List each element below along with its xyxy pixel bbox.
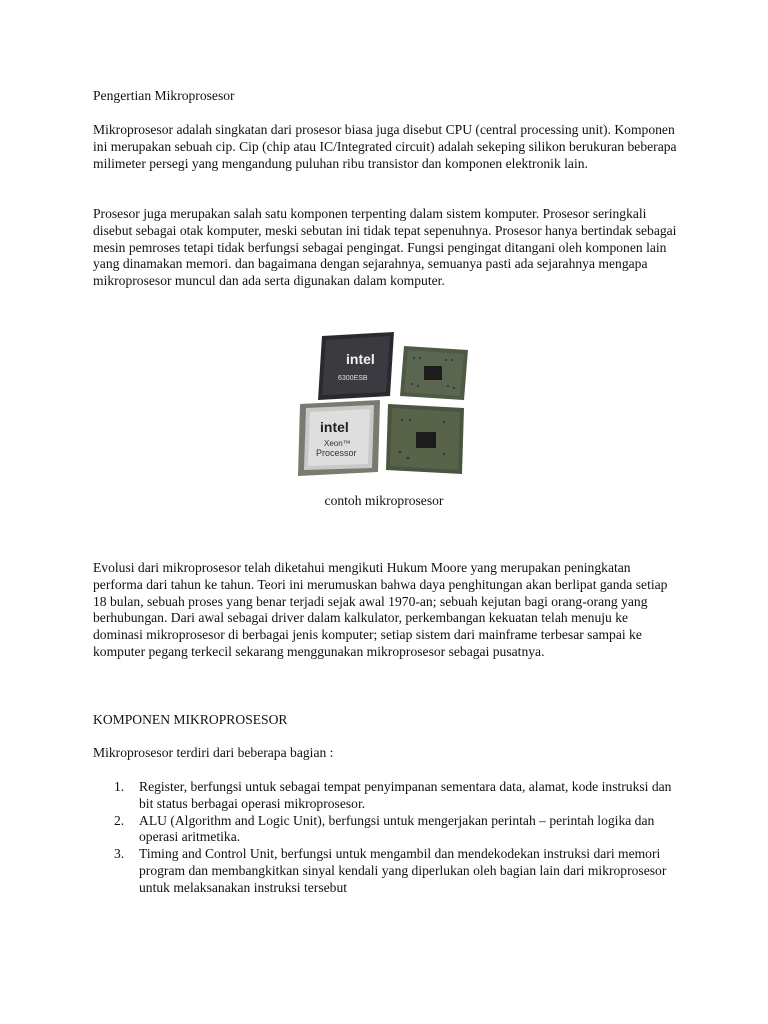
bga-chip-2-image	[384, 402, 468, 476]
page-title: Pengertian Mikroprosesor	[93, 88, 235, 103]
paragraph-definition: Mikroprosesor adalah singkatan dari prosesor biasa juga disebut CPU (central processing unit). Komponen ini merupakan sebuah cip. Cip (chip atau IC/Integrated circuit) adalah sekeping silikon berukuran beberapa milimeter persegi yang mengandung puluhan ribu transistor dan komponen elektronik lain.	[93, 122, 677, 171]
xeon-chip-image	[296, 398, 384, 478]
section-intro: Mikroprosesor terdiri dari beberapa bagian :	[93, 745, 334, 760]
paragraph-processor-role: Prosesor juga merupakan salah satu komponen terpenting dalam sistem komputer. Prosesor seringkali disebut sebagai otak komputer, meski sebutan ini tidak tepat sepenuhnya. Prosesor hanya bertindak sebagai mesin pemroses tetapi tidak berfungsi sebagai pengingat. Fungsi pengingat ditangani oleh komponen lain yang dinamakan memori. dan bagaimana dengan sejarahnya, semuanya pasti ada sejarahnya mengapa mikroprosesor muncul dan ada serta digunakan dalam komputer.	[93, 206, 677, 289]
chip2-line1-text: Xeon™	[324, 439, 351, 448]
list-text: ALU (Algorithm and Logic Unit), berfungsi untuk mengerjakan perintah – perintah logika dan operasi aritmetika.	[139, 812, 655, 845]
list-text: Register, berfungsi untuk sebagai tempat penyimpanan sementara data, alamat, kode instruksi dan bit status berbagai operasi mikroprosesor.	[139, 779, 672, 811]
figure-caption: contoh mikroprosesor	[324, 493, 444, 508]
chip1-brand-text: intel	[346, 351, 375, 367]
microprocessor-figure	[292, 326, 477, 478]
component-list	[114, 779, 674, 897]
section-heading: KOMPONEN MIKROPROSESOR	[93, 712, 288, 727]
paragraph-evolution: Evolusi dari mikroprosesor telah diketahui mengikuti Hukum Moore yang merupakan peningkatan performa dari tahun ke tahun. Teori ini merumuskan bahwa daya penghitungan akan berlipat ganda setiap 18 bulan, sebuah proses yang benar terjadi sejak awal 1970-an; sebuah kejutan bagi orang-orang yang berhubungan. Dari awal sebagai driver dalam kalkulator, perkembangan kekuatan telah menuju ke dominasi mikroprosesor di berbagai jenis komputer; setiap sistem dari mainframe terbesar sampai ke komputer pegang terkecil sekarang menggunakan mikroprosesor sebagai pusatnya.	[93, 560, 668, 659]
list-number: 1.	[114, 779, 125, 794]
chip2-line2-text: Processor	[316, 448, 357, 458]
list-item	[114, 846, 674, 896]
intel-chip-image	[316, 332, 396, 400]
chip1-model-text: 6300ESB	[338, 375, 368, 382]
list-item	[114, 813, 674, 847]
list-text: Timing and Control Unit, berfungsi untuk mengambil dan mendekodekan instruksi dari memori program dan membangkitkan sinyal kendali yang diperlukan oleh bagian lain dari mikroprosesor untuk melaksanakan instruksi tersebut	[139, 846, 667, 895]
chip2-brand-text: intel	[320, 419, 349, 435]
list-number: 2.	[114, 812, 125, 828]
bga-chip-image	[398, 344, 470, 402]
list-item	[114, 779, 674, 813]
list-number: 3.	[114, 846, 125, 862]
